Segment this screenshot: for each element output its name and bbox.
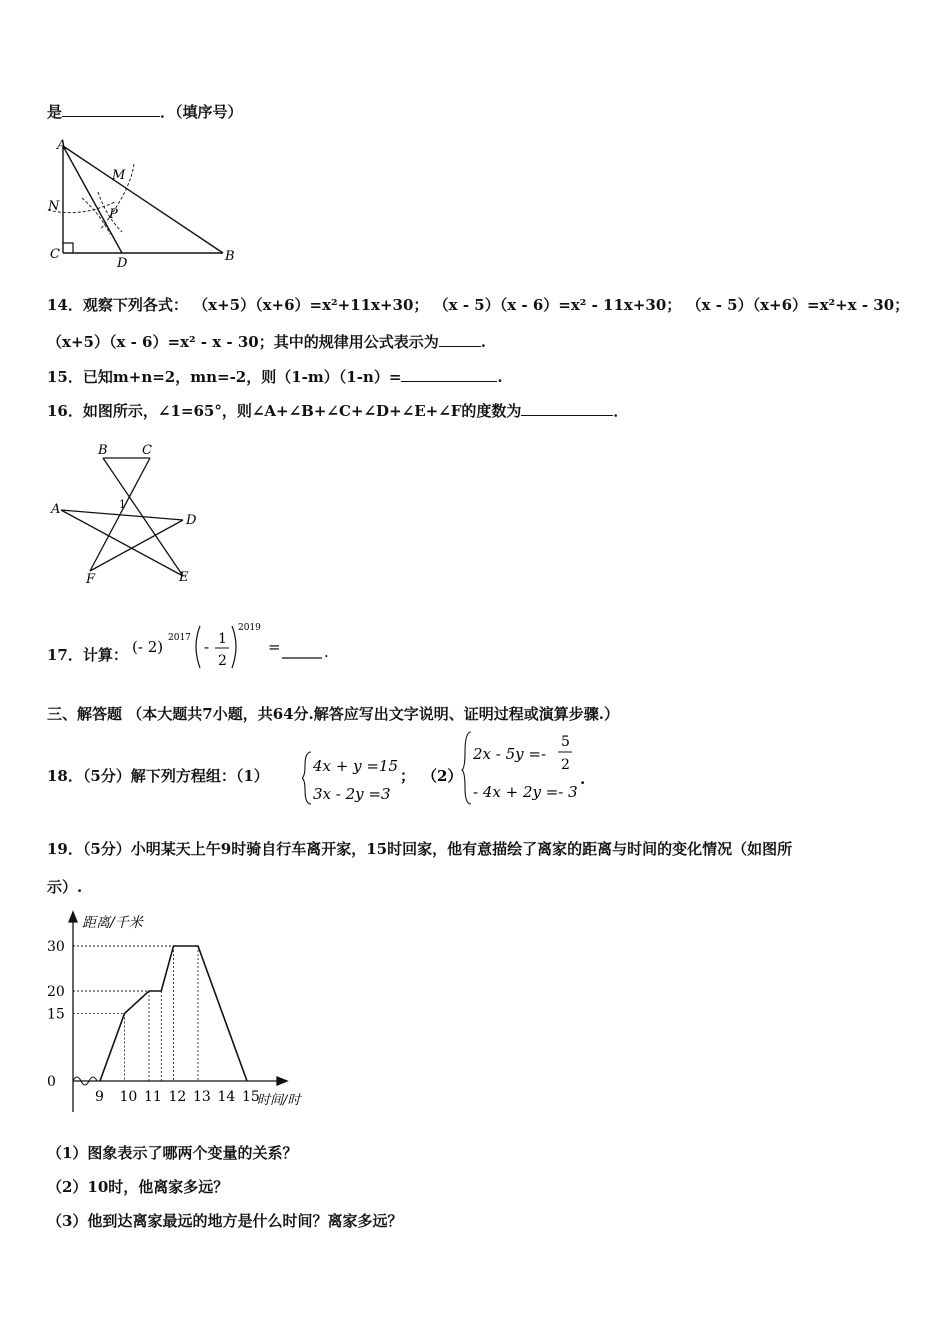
y-tick-label: 30 [47, 939, 65, 955]
label-e: E [179, 570, 189, 585]
label-d: D [186, 513, 197, 528]
q18-number: 18． [47, 767, 83, 785]
q16-line [47, 400, 628, 421]
q14-end: . [480, 333, 486, 351]
q17-lead: 计算： [82, 646, 128, 664]
right-angle-mark [63, 243, 73, 253]
label-c: C [142, 443, 152, 458]
label-angle-1: 1 [119, 498, 126, 511]
q17-end: . [324, 643, 329, 661]
edge-ae [61, 510, 183, 576]
q14-expr2: （x - 5）（x - 6）=x² - 11x+30； [433, 296, 682, 314]
label-b: B [225, 249, 235, 264]
q16-number: 16． [47, 402, 83, 420]
q17-num: 1 [218, 631, 227, 647]
q18-sep: ； [400, 767, 416, 785]
y-tick-label: 20 [47, 984, 65, 1000]
x-tick-label: 9 [95, 1089, 104, 1105]
sys2-eq2: - 4x + 2y =- 3 [473, 783, 578, 801]
x-tick-label: 13 [193, 1089, 211, 1105]
label-a: A [57, 138, 67, 153]
brace-1 [302, 752, 311, 804]
label-m: M [112, 168, 126, 183]
label-c: C [50, 247, 60, 262]
q16-end: ． [613, 402, 629, 420]
q18-label2: （2） [422, 767, 463, 785]
q15-line [47, 366, 503, 387]
sys1-eq2: 3x - 2y =3 [313, 785, 391, 803]
q14-number: 14． [47, 296, 83, 314]
q14-ask: 其中的规律用公式表示为 [273, 333, 439, 351]
x-axis-label: 时间/时 [257, 1093, 301, 1108]
guide-lines [73, 946, 198, 1081]
q17-base: (- 2) [132, 638, 164, 656]
q19-sub2: （2）10时，他离家多远？ [47, 1178, 229, 1196]
q16-text: 如图所示，∠1=65°，则∠A+∠B+∠C+∠D+∠E+∠F的度数为 [82, 402, 522, 420]
q14-expr4: （x+5）（x - 6）=x² - x - 30； [47, 333, 274, 351]
q13-prefix: 是 [47, 103, 63, 121]
y-tick-label: 15 [47, 1006, 65, 1023]
q18-label [47, 765, 269, 786]
edge-ab [63, 146, 223, 253]
star-figure [45, 438, 215, 590]
q17-den: 2 [218, 653, 227, 669]
q19-line2: 示）. [47, 878, 83, 896]
x-tick-label: 10 [119, 1089, 138, 1105]
q14-lead: 观察下列各式： [82, 296, 188, 314]
label-a: A [51, 502, 61, 517]
y-tick-label: 0 [47, 1074, 56, 1090]
q18-systems [302, 728, 602, 810]
answer-blank [62, 102, 160, 117]
q17-number: 17． [47, 646, 83, 664]
x-tick-label: 12 [168, 1089, 187, 1105]
q15-end: . [497, 368, 503, 386]
answer-blank [521, 401, 613, 416]
sys2-den: 2 [561, 757, 570, 773]
section3-title: 三、解答题 [47, 705, 123, 723]
label-b: B [98, 443, 108, 458]
q14-line2 [47, 331, 486, 352]
x-tick-label: 15 [242, 1089, 260, 1105]
arc-p1 [82, 198, 110, 234]
q15-text: 已知m+n=2，mn=-2，则（1-m）（1-n）= [82, 368, 402, 386]
q13-tail-line [47, 101, 243, 122]
q19-sub3: （3）他到达离家最远的地方是什么时间？离家多远？ [47, 1212, 403, 1230]
q17-eq: = [268, 638, 281, 656]
x-tick-label: 14 [217, 1089, 236, 1105]
q14-expr3: （x - 5）（x+6）=x²+x - 30； [686, 296, 910, 314]
y-axis-label: 距离/千米 [82, 915, 143, 931]
section3-note: （本大题共7小题，共64分.解答应写出文字说明、证明过程或演算步骤.） [127, 705, 620, 723]
q15-number: 15． [47, 368, 83, 386]
distance-time-chart [45, 908, 325, 1120]
q18-lead: （5分）解下列方程组：（1） [82, 767, 269, 785]
label-f: F [86, 572, 96, 587]
q17-neg: - [204, 638, 210, 656]
paren-right [232, 626, 236, 668]
q14-expr1: （x+5）（x+6）=x²+11x+30； [193, 296, 429, 314]
sys2-eq1: 2x - 5y =- [473, 745, 547, 763]
sys1-eq1: 4x + y =15 [313, 757, 399, 775]
paren-left [196, 626, 200, 668]
x-axis-arrow [277, 1077, 287, 1085]
q19-line1: 19．（5分）小明某天上午9时骑自行车离开家，15时回家，他有意描绘了离家的距离与时间的变化情况（如图所 [47, 840, 793, 858]
answer-blank [439, 332, 481, 347]
tick-labels [47, 939, 260, 1105]
q14-line1 [47, 294, 909, 315]
q19-sub1: （1）图象表示了哪两个变量的关系？ [47, 1144, 298, 1162]
label-d: D [117, 256, 128, 271]
label-p: P [109, 207, 118, 222]
q17-expression [128, 620, 338, 676]
triangle-figure [40, 132, 245, 272]
y-axis-arrow [69, 912, 77, 922]
answer-blank [401, 367, 497, 382]
sys2-num: 5 [561, 734, 570, 750]
section3-heading [47, 703, 619, 724]
label-n: N [48, 199, 60, 214]
q17-exp1: 2017 [168, 633, 191, 643]
brace-2 [462, 732, 471, 804]
bisector-ad [63, 146, 122, 253]
q17-label [47, 644, 128, 665]
q13-suffix: ．（填序号） [160, 103, 243, 121]
q18-end: . [580, 770, 586, 788]
x-tick-label: 11 [144, 1089, 162, 1105]
q17-exp2: 2019 [238, 623, 261, 633]
